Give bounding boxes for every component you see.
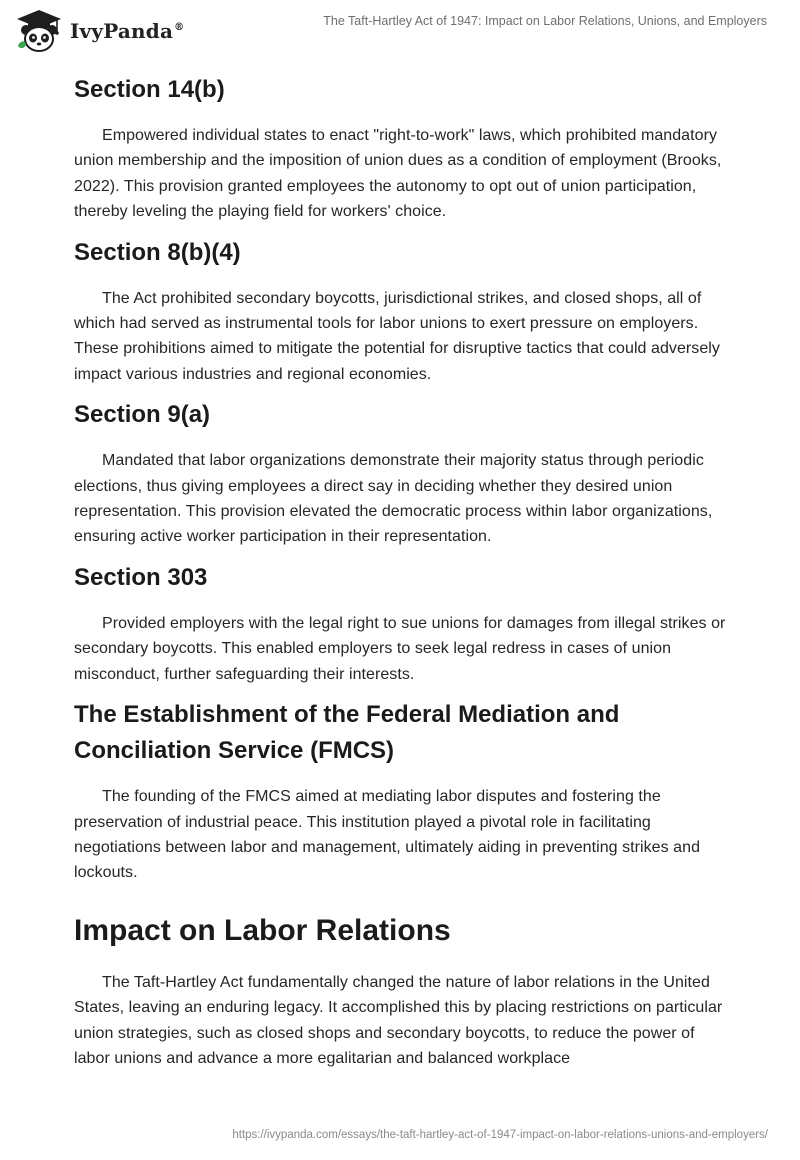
article-body [74,72,734,1071]
section-paragraph: The Act prohibited secondary boycotts, jurisdictional strikes, and closed shops, all of which had served as instrumental tools for labor unions to exert pressure on employers. These prohibitions aimed to mitigate the potential for disruptive tactics that could adversely impact various industries and regional economies. [74,289,720,383]
section-paragraph: The founding of the FMCS aimed at mediating labor disputes and fostering the preservation of industrial peace. This institution played a pivotal role in facilitating negotiations between labor and management, ultimately aiding in preventing strikes and lockouts. [74,788,701,882]
section-heading: Section 303 [74,563,208,591]
ivypanda-logo[interactable] [14,8,184,54]
section-paragraph: Empowered individual states to enact "right-to-work" laws, which prohibited mandatory union membership and the imposition of union dues as a condition of employment (Brooks, 2022). This provision granted employees the autonomy to opt out of union participation, thereby leveling the playing field for workers' choice. [74,127,722,221]
source-url[interactable]: https://ivypanda.com/essays/the-taft-hartley-act-of-1947-impact-on-labor-relations-unions-and-employers/ [232,1129,768,1141]
section-heading: Section 14(b) [74,76,225,103]
section-heading: The Establishment of the Federal Mediation and Conciliation Service (FMCS) [74,701,620,765]
brand-name: IvyPanda® [70,19,185,43]
chapter-heading: Impact on Labor Relations [74,913,451,947]
section-heading: Section 9(a) [74,401,211,429]
section-paragraph: Mandated that labor organizations demonstrate their majority status through periodic elections, thus giving employees a direct say in deciding whether they desired union representation. This provision elevated the democratic process within labor organizations, ensuring active worker participation in their representation. [74,452,713,546]
document-title: The Taft-Hartley Act of 1947: Impact on Labor Relations, Unions, and Employers [323,14,767,28]
panda-graduate-icon [14,8,64,54]
page-header [0,0,800,64]
chapter-paragraph: The Taft-Hartley Act fundamentally changed the nature of labor relations in the United States, leaving an enduring legacy. It accomplished this by placing restrictions on particular union strategies, such as closed shops and secondary boycotts, to reduce the power of labor unions and advance a more egalitarian and balanced workplace [74,973,723,1067]
section-heading: Section 8(b)(4) [74,238,241,266]
section-paragraph: Provided employers with the legal right to sue unions for damages from illegal strikes or secondary boycotts. This enabled employers to seek legal redress in cases of union misconduct, further safeguarding their interests. [74,614,726,683]
